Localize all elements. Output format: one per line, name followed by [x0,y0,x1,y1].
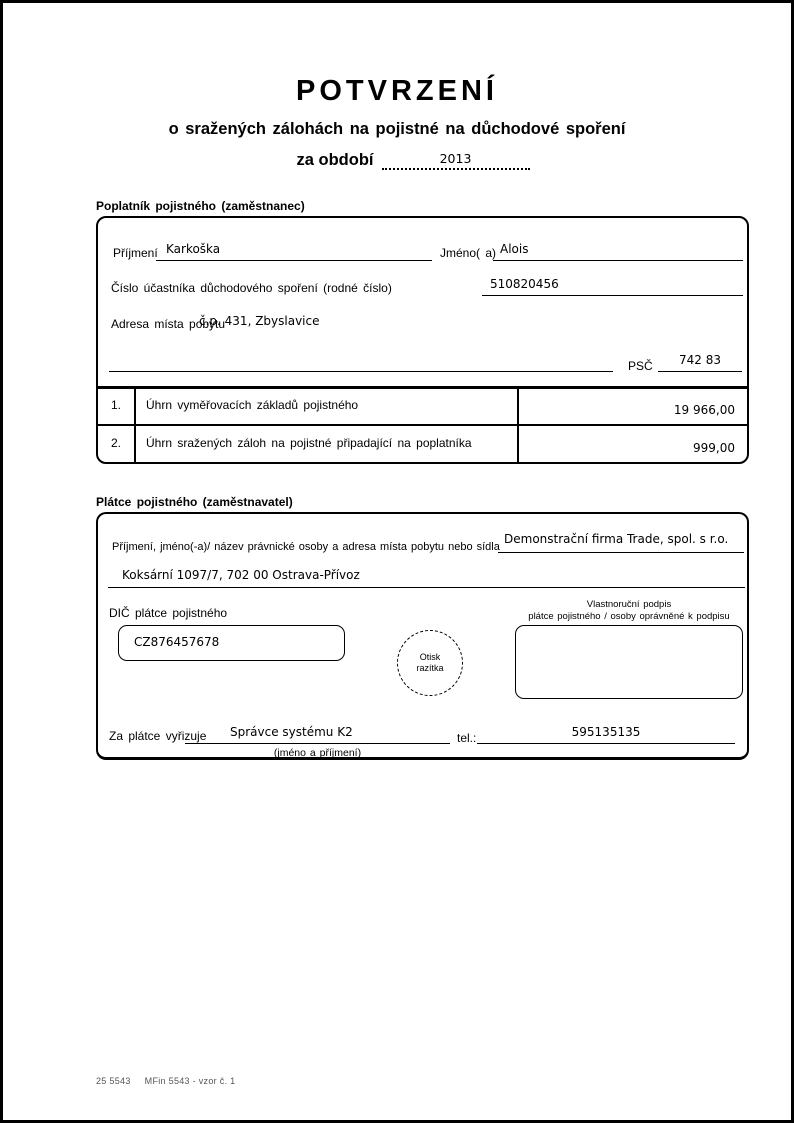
payer-name-underline [498,552,744,553]
row1-label: Úhrn vyměřovacích základů pojistného [146,398,359,412]
form-subtitle: o sražených zálohách na pojistné na důchodové spoření [168,120,626,138]
period-label: za období [296,151,374,169]
payer-name-label: Příjmení, jméno(-a)/ název právnické osoby a adresa místa pobytu nebo sídla [112,541,500,553]
surname-value: Karkoška [166,242,221,256]
surname-label: Příjmení [113,246,158,260]
row2-number: 2. [110,436,121,450]
signature-field-box [515,625,743,699]
signature-label-line2: plátce pojistného / osoby oprávněné k podpisu [528,610,730,622]
payer-name-value: Demonstrační firma Trade, spol. s r.o. [504,532,729,546]
row2-value: 999,00 [693,441,735,455]
form-number-footer [96,1076,235,1086]
row1-number: 1. [110,398,121,412]
dic-value: CZ876457678 [134,635,220,649]
payer-address-value: Koksární 1097/7, 702 00 Ostrava-Přívoz [122,568,360,582]
table-row-divider [98,424,747,426]
stamp-text-line2: razítka [416,663,444,673]
footer-mfin-number: MFin 5543 - vzor č. 1 [144,1076,236,1086]
tel-label: tel.: [457,731,477,745]
taxpayer-box [96,216,749,464]
handled-by-value: Správce systému K2 [230,725,353,739]
firstname-label: Jméno( a) [440,246,497,260]
stamp-text-line1: Otisk [419,652,441,662]
footer-form-number: 25 5543 [96,1076,131,1086]
address2-underline [109,371,613,372]
taxpayer-section-title: Poplatník pojistného (zaměstnanec) [96,199,305,213]
payer-section-title: Plátce pojistného (zaměstnavatel) [96,495,293,509]
surname-underline [156,260,432,261]
signature-label-line1: Vlastnoruční podpis [586,599,672,610]
row1-value: 19 966,00 [673,403,735,417]
row2-label: Úhrn sražených záloh na pojistné připadající na poplatníka [146,436,472,450]
handled-by-note: (jméno a příjmení) [273,747,362,759]
participant-number-value: 510820456 [490,277,559,291]
psc-label: PSČ [628,359,653,373]
stamp-circle [397,630,463,696]
address-value: č.p. 431, Zbyslavice [199,314,320,328]
firstname-underline [493,260,743,261]
form-title: POTVRZENÍ [296,75,498,107]
table-num-column-divider [134,389,136,462]
handled-by-label: Za plátce vyřizuje [109,729,207,743]
dic-field-box [118,625,345,661]
dic-label: DIČ plátce pojistného [109,606,228,620]
payer-box [96,512,749,760]
participant-number-underline [482,295,743,296]
period-row [19,151,794,170]
address-label: Adresa místa pobytu [111,317,226,331]
psc-underline [658,371,742,372]
participant-number-label: Číslo účastníka důchodového spoření (rodné číslo) [111,281,392,295]
period-value: 2013 [439,151,472,166]
payer-address-underline [108,587,745,588]
firstname-value: Alois [500,242,529,256]
psc-value: 742 83 [679,353,721,367]
tel-value: 595135135 [571,725,641,739]
period-dotted-line [382,152,530,170]
table-top-border [98,386,747,389]
handled-by-underline [185,743,450,744]
signature-label [513,599,745,622]
table-value-column-divider [517,389,519,462]
tel-underline [477,743,735,744]
